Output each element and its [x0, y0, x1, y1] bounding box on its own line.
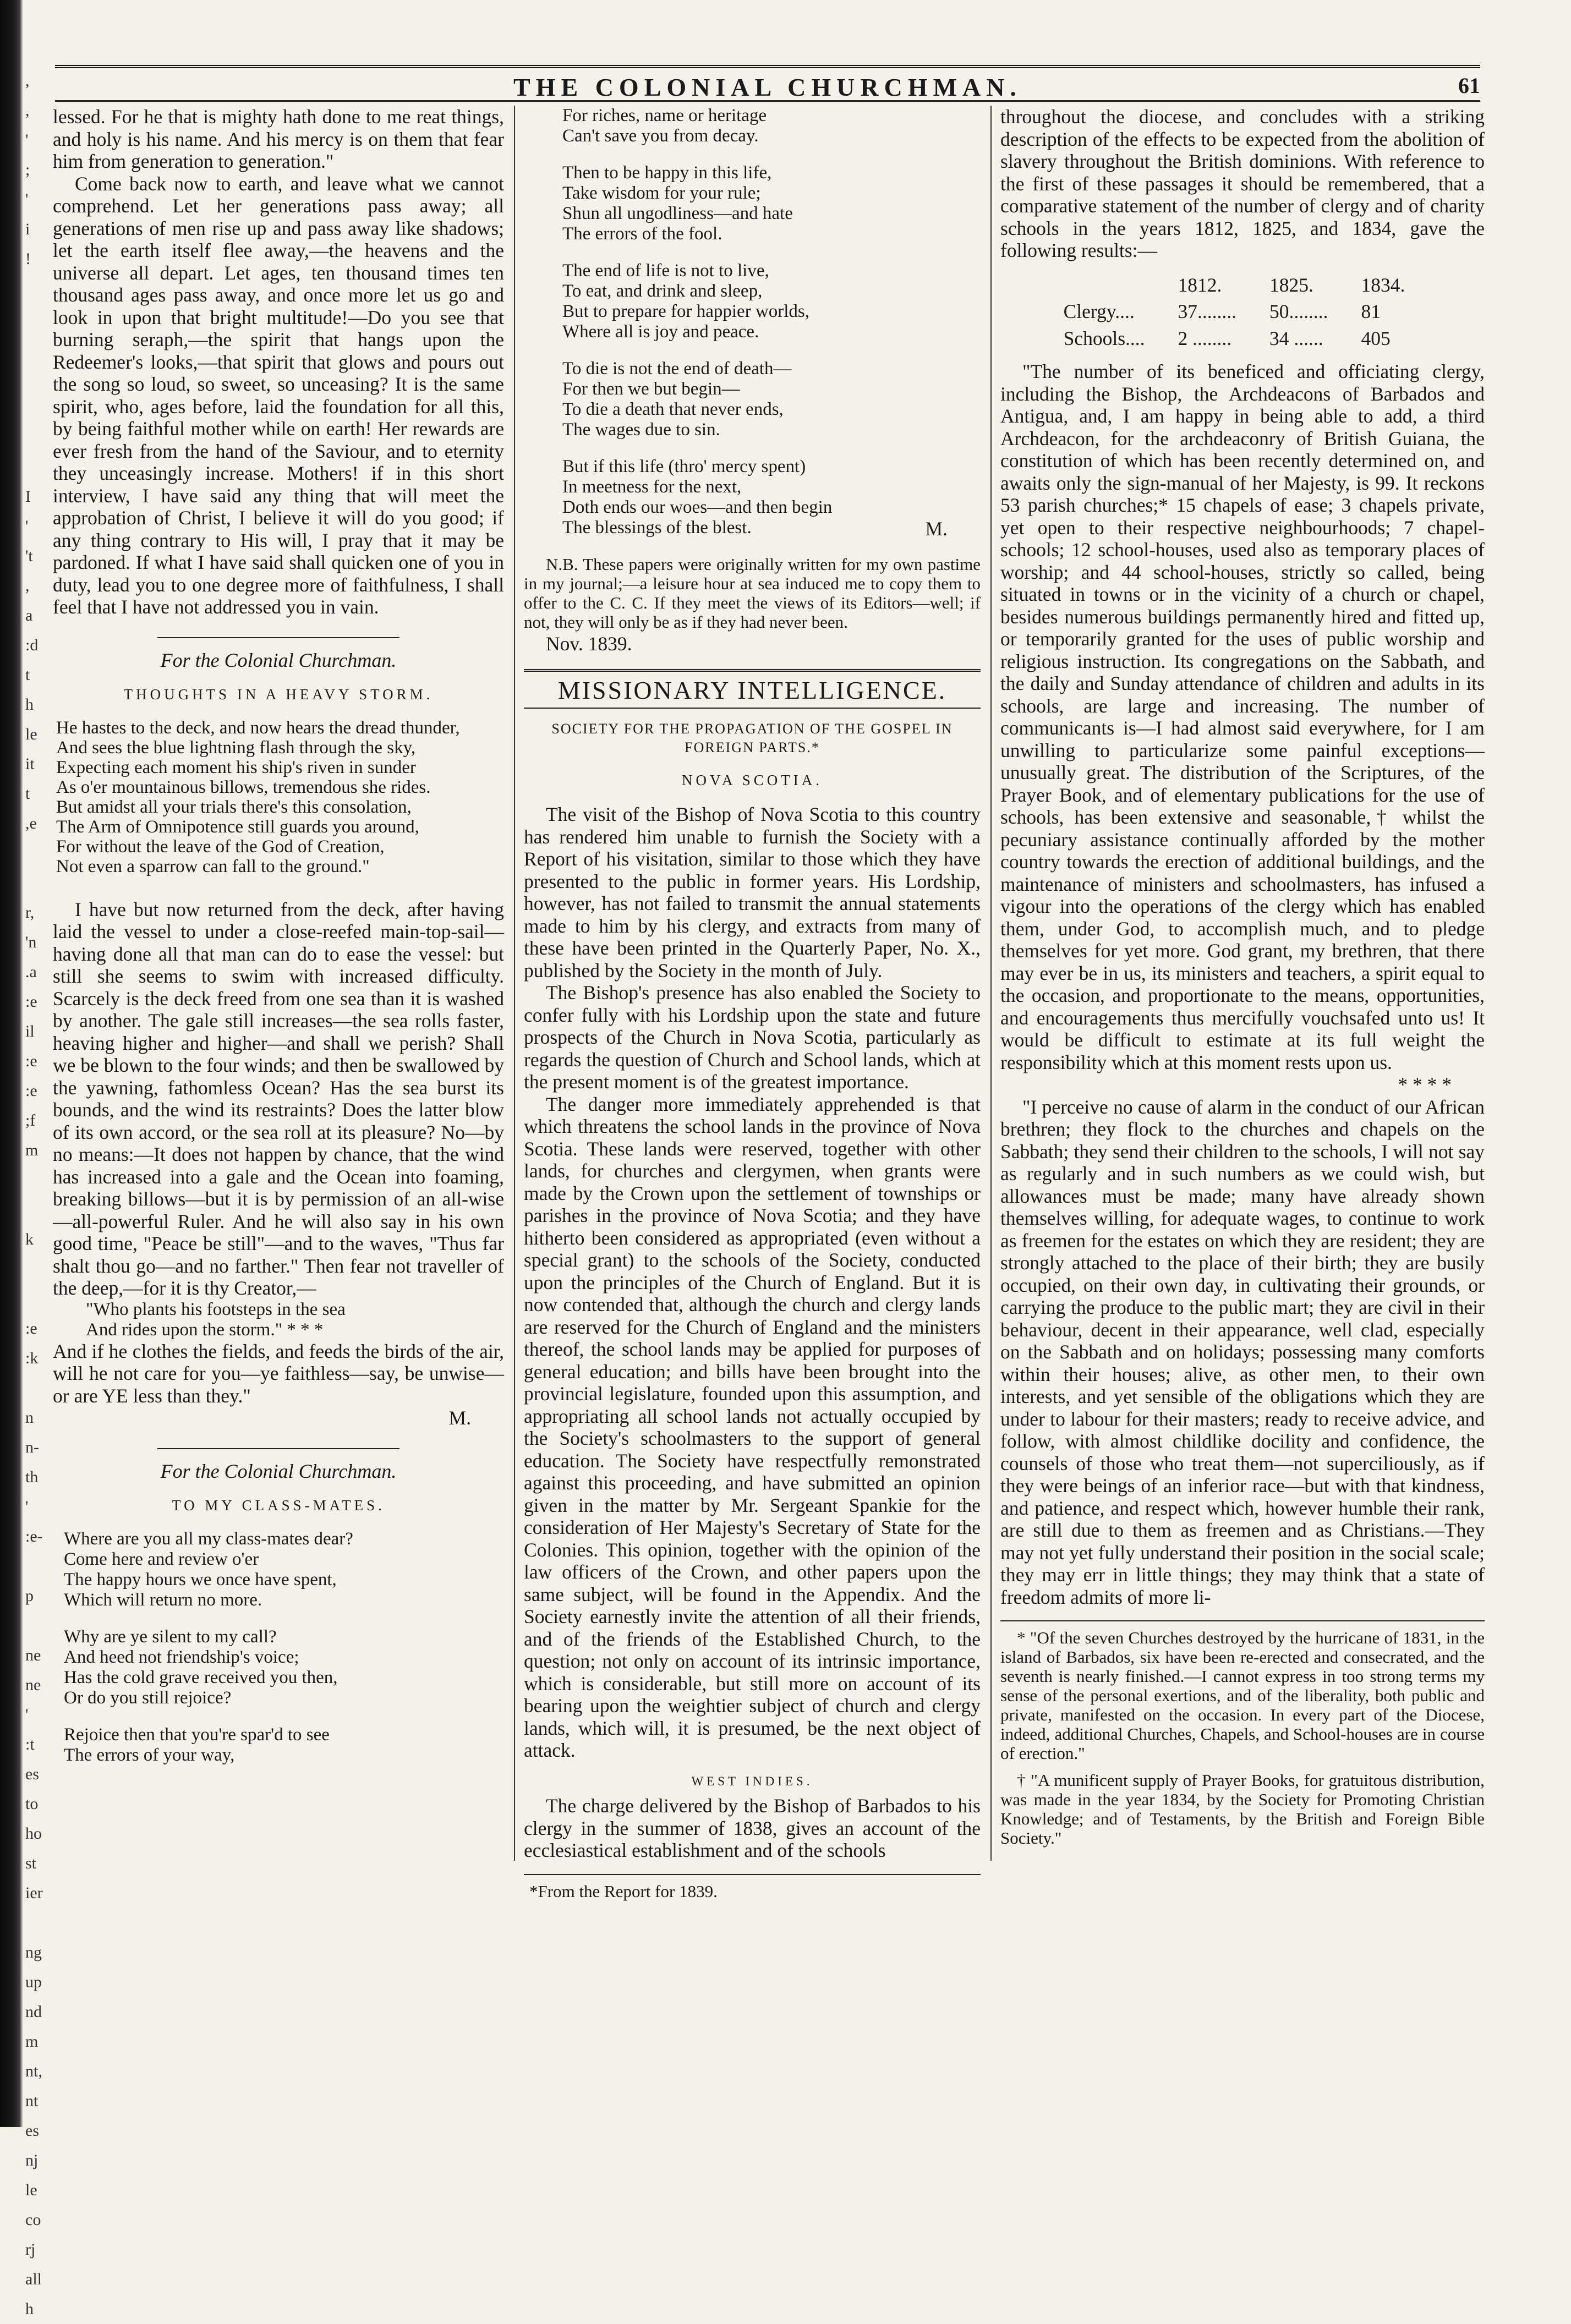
column-rule-2 — [990, 106, 992, 1861]
page-header — [55, 65, 1480, 100]
quoted-verse — [53, 1300, 504, 1340]
verse-line: Can't save you from decay. — [562, 126, 759, 146]
footnote-rule — [1000, 1620, 1485, 1621]
section-divider — [157, 1448, 399, 1449]
table-cell: Schools.... — [1063, 327, 1145, 349]
paragraph: Come back now to earth, and leave what we cannot comprehend. Let her generations pass away; all generations of men rise up and pass away like shadows; let the earth itself flee away,—the heavens and the universe all depart. Let ages, ten thousand times ten thousand ages pass away, and once more let us go and look in upon that bright multitude!—Do you see that burning seraph,—the spirit that hangs upon the Redeemer's looks,—that spirit that glows and pours out the song so loud, so sweet, so unceasing? It is the same spirit, who, ages before, laid the foundation for all this, by being faithful mother while on earth! Her rewards are ever fresh from the hand of the Saviour, and to eternity they unceasingly increase. Mothers! if in this short interview, I have said any thing that will meet the approbation of Christ, I believe it will do you good; if any thing contrary to His will, I pray that it may be pardoned. If what I have said shall quicken one of you in duty, lead you to one degree more of faithfulness, I shall feel that I have not addressed you in vain. — [53, 172, 504, 618]
verse-line: Rejoice then that you're spar'd to see — [64, 1724, 330, 1745]
paragraph: throughout the diocese, and concludes with a striking description of the effects to be expected from the abolition of slavery throughout the British dominions. With reference to the first of these passages it should be remembered, that a comparative statement of the number of clergy and of charity schools in the years 1812, 1825, and 1834, gave the following results:— — [1000, 106, 1485, 261]
verse-line: Expecting each moment his ship's riven in sunder — [56, 757, 416, 777]
column-1 — [53, 106, 504, 1905]
poem-stanza — [524, 359, 981, 440]
verse-line: Not even a sparrow can fall to the ground." — [56, 856, 370, 876]
table-cell: Clergy.... — [1063, 300, 1135, 322]
verse-line: To die a death that never ends, — [562, 399, 784, 419]
poem-stanza — [524, 163, 981, 244]
paragraph: "The number of its beneficed and officiating clergy, including the Bishop, the Archdeacons of Barbados and Antigua, and, I am happy in being able to add, a third Archdeacon, for the archdeaconry of British Guiana, the constitution of which has been recently determined on, and awaits only the sign-manual of her Majesty, is 99. It reckons 53 parish churches;* 15 chapels of ease; 3 chapels private, yet open to their respective neighbourhoods; 7 chapel-schools; 12 school-houses, used also as temporary places of worship; and 44 school-houses, strictly so called, being situated in towns or in the vicinity of a church or chapel, besides numerous buildings permanently hired and fitted up, or temporarily granted for the uses of public worship and religious instruction. Its congregations on the Sabbath, and the daily and Sunday attendance of children and adults in its schools, are large and increasing. The number of communicants is—I had almost said everywhere, for I am unwilling to particularize some painful exceptions—unusually great. The distribution of the Scriptures, of the Prayer Book, and of elementary publications for the use of schools, has been extensive and seasonable,† whilst the pecuniary assistance continually afforded by the mother country towards the erection of additional buildings, and the maintenance of ministers and schoolmasters, has infused a vigour into the operations of the clergy which has enabled them, under God, to accomplish much, and to pledge themselves for yet more. God grant, my brethren, that there may ever be in us, its ministers and teachers, a spirit equal to the occasion, and proportionate to the means, opportunities, and encouragements thus mercifully vouchsafed unto us! It would be difficult to estimate at its full weight the responsibility which at this moment rests upon us. — [1000, 360, 1485, 1073]
statistics-table — [1064, 272, 1422, 352]
footnote: * "Of the seven Churches destroyed by the hurricane of 1831, in the island of Barbados, six have been re-erected and consecrated, and the seventh is nearly finished.—I cannot express in too strong terms my sense of the personal exertions, and of the liberality, both public and private, manifested on the occasion. In every part of the Diocese, indeed, additional Churches, Chapels, and School-houses are in course of erection." — [1000, 1628, 1485, 1763]
table-header-cell: 1812. — [1178, 273, 1222, 296]
verse-line: Or do you still rejoice? — [64, 1687, 232, 1708]
column-2 — [524, 106, 981, 1905]
section-divider — [157, 637, 399, 638]
region-title: WEST INDIES. — [691, 1774, 813, 1788]
verse-line: In meetness for the next, — [562, 477, 742, 497]
footnote-rule — [524, 1874, 981, 1875]
verse-line: Shun all ungodliness—and hate — [562, 204, 793, 223]
table-cell: 34 ...... — [1269, 327, 1323, 349]
verse-line: To die is not the end of death— — [562, 359, 792, 379]
paragraph: "I perceive no cause of alarm in the conduct of our African brethren; they flock to the churches and chapels on the Sabbath; they send their children to the schools, I will not say as regularly and in such numbers as we could wish, but allowances must be made; many have already shown themselves willing, for adequate wages, to continue to work as freemen for the estates on which they are resident; they are strongly attached to the place of their birth; they are busily occupied, on their own day, in cultivating their grounds, or carrying the produce to the public mart; they are civil in their behaviour, decent in their appearance, well clad, especially on the Sabbath and on holidays; possessing many comforts within their houses; alive, as other men, to their own interests, and yet sensible of the obligations which they are under to labour for their masters; ready to receive advice, and follow, with almost childlike docility and confidence, the counsels of those who treat them—not superciliously, as if they were beings of an inferior race—but with that kindness, and patience, and respect which, however humble their rank, are still due to them as freemen and as Christians.—They may not yet fully understand their position in the social scale; they may err in little things; they may think that a state of freedom admits of more li- — [1000, 1095, 1485, 1608]
verse-line: Which will return no more. — [64, 1589, 262, 1610]
verse-line: Has the cold grave received you then, — [64, 1667, 338, 1687]
storm-verse — [53, 718, 504, 876]
signature: M. — [448, 1407, 471, 1429]
verse-line: The end of life is not to live, — [562, 261, 769, 281]
paragraph: The charge delivered by the Bishop of Barbados to his clergy in the summer of 1838, gives an account of the ecclesiastical establishment and of the schools — [524, 1795, 981, 1861]
verse-line: Where are you all my class-mates dear? — [64, 1528, 353, 1549]
table-row — [1064, 298, 1422, 325]
article-title: TO MY CLASS-MATES. — [172, 1497, 385, 1514]
verse-line: Come here and review o'er — [64, 1549, 259, 1569]
verse-line: Then to be happy in this life, — [562, 163, 772, 183]
table-header-cell: 1825. — [1269, 273, 1313, 296]
section-credit: For the Colonial Churchman. — [160, 649, 397, 671]
verse-line: But if this life (thro' mercy spent) — [562, 457, 806, 476]
poem-stanza — [524, 106, 981, 146]
poem-stanza — [53, 1627, 504, 1708]
paragraph: And if he clothes the fields, and feeds the birds of the air, will he not care for you—ye faithless—say, be unwise—or are YE less than they." — [53, 1340, 504, 1407]
verse-line: Where all is joy and peace. — [562, 322, 759, 342]
footnote: † "A munificent supply of Prayer Books, for gratuitous distribution, was made in the year 1834, by the Society for Promoting Christian Knowledge; and of Testaments, by the British and Foreign Bible Society." — [1000, 1771, 1485, 1848]
verse-line: But to prepare for happier worlds, — [562, 302, 810, 321]
paragraph: The visit of the Bishop of Nova Scotia to this country has rendered him unable to furnish the Society with a Report of his visitation, similar to those which they have presented to the public in former years. His Lordship, however, has not failed to transmit the annual statements made to him by his clergy, and extracts from many of these have been printed in the Quarterly Paper, No. X., published by the Society in the month of July. — [524, 803, 981, 982]
footnote: *From the Report for 1839. — [529, 1881, 718, 1901]
verse-line: He hastes to the deck, and now hears the dread thunder, — [56, 717, 460, 738]
header-rule — [55, 100, 1480, 102]
table-row — [1064, 325, 1422, 352]
verse-line: The Arm of Omnipotence still guards you around, — [56, 816, 419, 837]
verse-line: For without the leave of the God of Creation, — [56, 836, 385, 857]
book-binding-edge — [0, 0, 23, 2127]
poem-stanza — [524, 261, 981, 342]
verse-line: Take wisdom for your rule; — [562, 183, 761, 203]
verse-line: As o'er mountainous billows, tremendous she rides. — [56, 777, 431, 797]
section-title: MISSIONARY INTELLIGENCE. — [557, 676, 947, 704]
verse-line: And heed not friendship's voice; — [64, 1647, 299, 1667]
paragraph: The danger more immediately apprehended is that which threatens the school lands in the province of Nova Scotia. These lands were reserved, together with other lands, for churches and clergymen, when grants were made by the Crown upon the settlement of townships or parishes in the province of Nova Scotia; and they have hitherto been considered as appropriated (even without a special grant) to the schools of the Society, conducted upon the principles of the Church of England. But it is now contended that, although the church and clergy lands are reserved for the Church of England and the ministers thereof, the school lands may be applied for purposes of general education; and bills have been brought into the provincial legislature, founded upon this assumption, and appropriating all school lands not actually occupied by the Society's schoolmasters to the support of general education. The Society have respectfully remonstrated against this proceeding, and have submitted an opinion given in the matter by Mr. Sergeant Spankie for the consideration of Her Majesty's Secretary of State for the Colonies. This opinion, together with the opinion of the law officers of the Crown, and other papers upon the same subject, will be found in the Appendix. And the Society earnestly invite the attention of all their friends, and of the friends of the Established Church, to the question; not only on account of its intrinsic importance, which is considerable, but still more on account of its bearing upon the weightier subject of church and clergy lands, which will, it is presumed, be the next object of attack. — [524, 1093, 981, 1761]
verse-line: Doth ends our woes—and then begin — [562, 497, 833, 517]
paragraph: I have but now returned from the deck, after having laid the vessel to under a close-reefed main-top-sail—having done all that man can do to ease the vessel: but still she seems to swim with increased difficulty. Scarcely is the deck freed from one sea than it is washed by another. The gale still increases—the sea rolls faster, heaving higher and higher—and shall we perish? Shall we be blown to the four winds; and then be swallowed by the yawning, fathomless Ocean? Has the sea burst its bounds, and the wind its restraints? Does the latter blow of its own accord, or the sea roll at its pleasure? No—by no means:—It does not happen by chance, that the wind has increased into a gale and the Ocean into foaming, breaking billows—but it is by permission of an all-wise—all-powerful Ruler. And he will also say in his own good time, "Peace be still"—and to the waves, "Thus far shalt thou go—and no farther." Then fear not traveller of the deep,—for it is thy Creator,— — [53, 898, 504, 1299]
article-title: THOUGHTS IN A HEAVY STORM. — [123, 686, 434, 703]
verse-line: And rides upon the storm." * * * — [86, 1319, 324, 1340]
note-date: Nov. 1839. — [546, 632, 632, 655]
poem-stanza — [53, 1725, 504, 1766]
table-cell: 2 ........ — [1178, 327, 1232, 349]
editor-note: N.B. These papers were originally written for my own pastime in my journal;—a leisure hour at sea induced me to copy them to offer to the C. C. If they meet the views of its Editors—well; if not, they will only be as if they had never been. — [524, 554, 981, 632]
paragraph: The Bishop's presence has also enabled the Society to confer fully with his Lordship upon the state and future prospects of the Church in Nova Scotia, particularly as regards the question of Church and School lands, which at the present moment is of the greatest importance. — [524, 982, 981, 1093]
verse-line: Why are ye silent to my call? — [64, 1626, 277, 1647]
verse-line: The errors of the fool. — [562, 224, 722, 244]
verse-line: For riches, name or heritage — [562, 106, 767, 125]
verse-line: The blessings of the blest. — [562, 518, 752, 538]
ellipsis-stars: * * * * — [1398, 1073, 1452, 1095]
paragraph: lessed. For he that is mighty hath done to me reat things, and holy is his name. And his mercy is on them that fear him from generation to generation." — [53, 106, 504, 172]
table-cell: 81 — [1361, 300, 1381, 322]
region-title: NOVA SCOTIA. — [681, 771, 823, 788]
verse-line: The errors of your way, — [64, 1745, 235, 1765]
verse-line: To eat, and drink and sleep, — [562, 281, 763, 301]
section-divider — [524, 669, 981, 672]
table-header-row — [1064, 272, 1422, 299]
table-cell: 405 — [1361, 327, 1391, 349]
page-number: 61 — [1458, 73, 1480, 98]
poem-stanza — [53, 1529, 504, 1610]
masthead-title: THE COLONIAL CHURCHMAN. — [513, 73, 1022, 101]
society-title: SOCIETY FOR THE PROPAGATION OF THE GOSPEL IN FOREIGN PARTS.* — [551, 720, 953, 755]
table-header-cell: 1834. — [1361, 273, 1405, 296]
verse-line: For then we but begin— — [562, 379, 740, 399]
column-3 — [1000, 106, 1485, 1905]
verse-line: And sees the blue lightning flash through the sky, — [56, 737, 416, 758]
column-rule-1 — [514, 106, 515, 1861]
section-credit: For the Colonial Churchman. — [160, 1460, 397, 1482]
table-cell: 50........ — [1269, 300, 1328, 322]
verse-line: "Who plants his footsteps in the sea — [86, 1299, 346, 1319]
verse-line: The happy hours we once have spent, — [64, 1569, 337, 1589]
gutter-fragments: , , ' ; ' i ! I ' 't , a :d t h le it t ,e r, 'n .a :e il :e :e ;f m k :e :k n n- th ' :e- p ne ne ' :t es to ho st ier ng up nd m nt, nt es nj le co rj all h — [25, 72, 43, 2318]
signature: M. — [925, 518, 948, 540]
verse-line: The wages due to sin. — [562, 420, 720, 440]
table-cell: 37........ — [1178, 300, 1237, 322]
verse-line: But amidst all your trials there's this consolation, — [56, 797, 412, 817]
